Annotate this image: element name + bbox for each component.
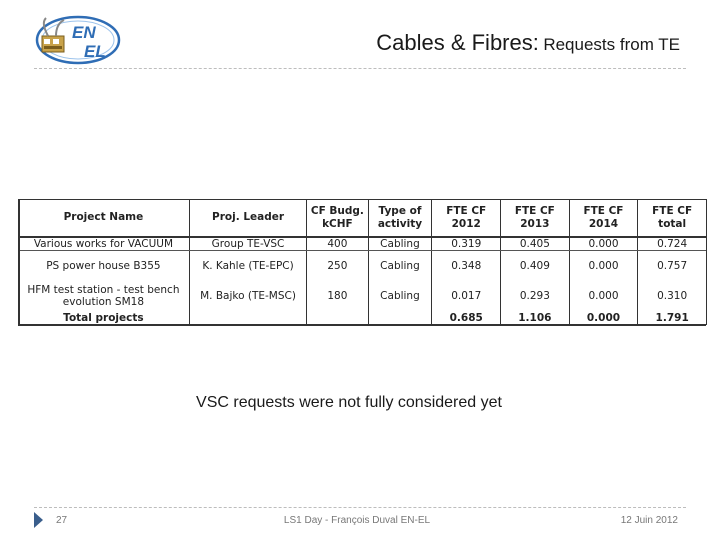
col-activity: Type of activity	[368, 199, 432, 237]
table-row	[18, 251, 706, 281]
table-border-top	[18, 199, 706, 200]
cell-fte-2012: 0.319	[432, 237, 501, 251]
cell-leader: Group TE-VSC	[189, 237, 306, 251]
cell-empty	[368, 311, 432, 325]
svg-text:EN: EN	[72, 23, 96, 42]
cell-budget: 400	[307, 237, 368, 251]
cell-total-fte-2012: 0.685	[432, 311, 501, 325]
col-budget	[307, 199, 368, 237]
page-number: 27	[56, 515, 68, 526]
cell-leader: K. Kahle (TE-EPC)	[189, 251, 306, 281]
cell-project: PS power house B355	[46, 259, 161, 272]
col-proj-leader: Proj. Leader	[189, 199, 306, 237]
cell-project: Various works for VACUUM	[18, 237, 189, 251]
cell-activity: Cabling	[368, 237, 432, 251]
table-border-left	[18, 199, 20, 325]
cell-total-fte-total: 1.791	[638, 311, 706, 325]
title-sub: Requests from TE	[543, 35, 680, 54]
col-budget-label: CF Budg. kCHF	[310, 205, 364, 230]
col-fte-2012: FTE CF 2012	[432, 199, 501, 237]
cell-budget: 250	[307, 251, 368, 281]
col-project-name: Project Name	[18, 199, 189, 237]
cell-leader: M. Bajko (TE-MSC)	[189, 281, 306, 311]
title-main: Cables & Fibres:	[376, 30, 539, 55]
cell-empty	[307, 311, 368, 325]
cell-total-fte-2013: 1.106	[501, 311, 570, 325]
table-border-right	[706, 199, 707, 325]
slide-title	[300, 30, 680, 56]
cell-activity: Cabling	[368, 281, 432, 311]
footer-divider	[34, 507, 686, 508]
cell-fte-2012: 0.348	[432, 251, 501, 281]
cell-fte-2014: 0.000	[569, 237, 638, 251]
col-fte-2013: FTE CF 2013	[501, 199, 570, 237]
cell-activity: Cabling	[368, 251, 432, 281]
table-row	[18, 237, 706, 251]
cell-fte-2013: 0.405	[501, 237, 570, 251]
footer-date: 12 Juin 2012	[620, 515, 678, 526]
table-total-row	[18, 311, 706, 325]
cell-fte-2013: 0.293	[501, 281, 570, 311]
requests-table	[18, 199, 706, 325]
cell-fte-2014: 0.000	[569, 281, 638, 311]
note-label: VSC requests were not fully considered yet	[196, 394, 502, 411]
table-header-row	[18, 199, 706, 237]
cell-fte-2014: 0.000	[569, 251, 638, 281]
cell-empty	[189, 311, 306, 325]
svg-text:EL: EL	[84, 42, 106, 61]
cell-fte-2012: 0.017	[432, 281, 501, 311]
cell-project: HFM test station - test bench evolution SM18	[27, 283, 180, 308]
header-divider	[34, 68, 686, 69]
cell-fte-2013: 0.409	[501, 251, 570, 281]
col-fte-2014: FTE CF 2014	[569, 199, 638, 237]
note-text	[0, 394, 720, 412]
col-fte-total: FTE CF total	[638, 199, 706, 237]
cell-fte-total: 0.724	[638, 237, 706, 251]
en-el-logo	[34, 12, 122, 68]
cell-budget: 180	[307, 281, 368, 311]
cell-fte-total: 0.310	[638, 281, 706, 311]
cell-total-label: Total projects	[63, 311, 144, 324]
cell-total-fte-2014: 0.000	[569, 311, 638, 325]
footer-author: LS1 Day - François Duval EN-EL	[283, 515, 431, 526]
table-border-bottom	[18, 324, 706, 326]
cell-fte-total: 0.757	[638, 251, 706, 281]
table-row	[18, 281, 706, 311]
